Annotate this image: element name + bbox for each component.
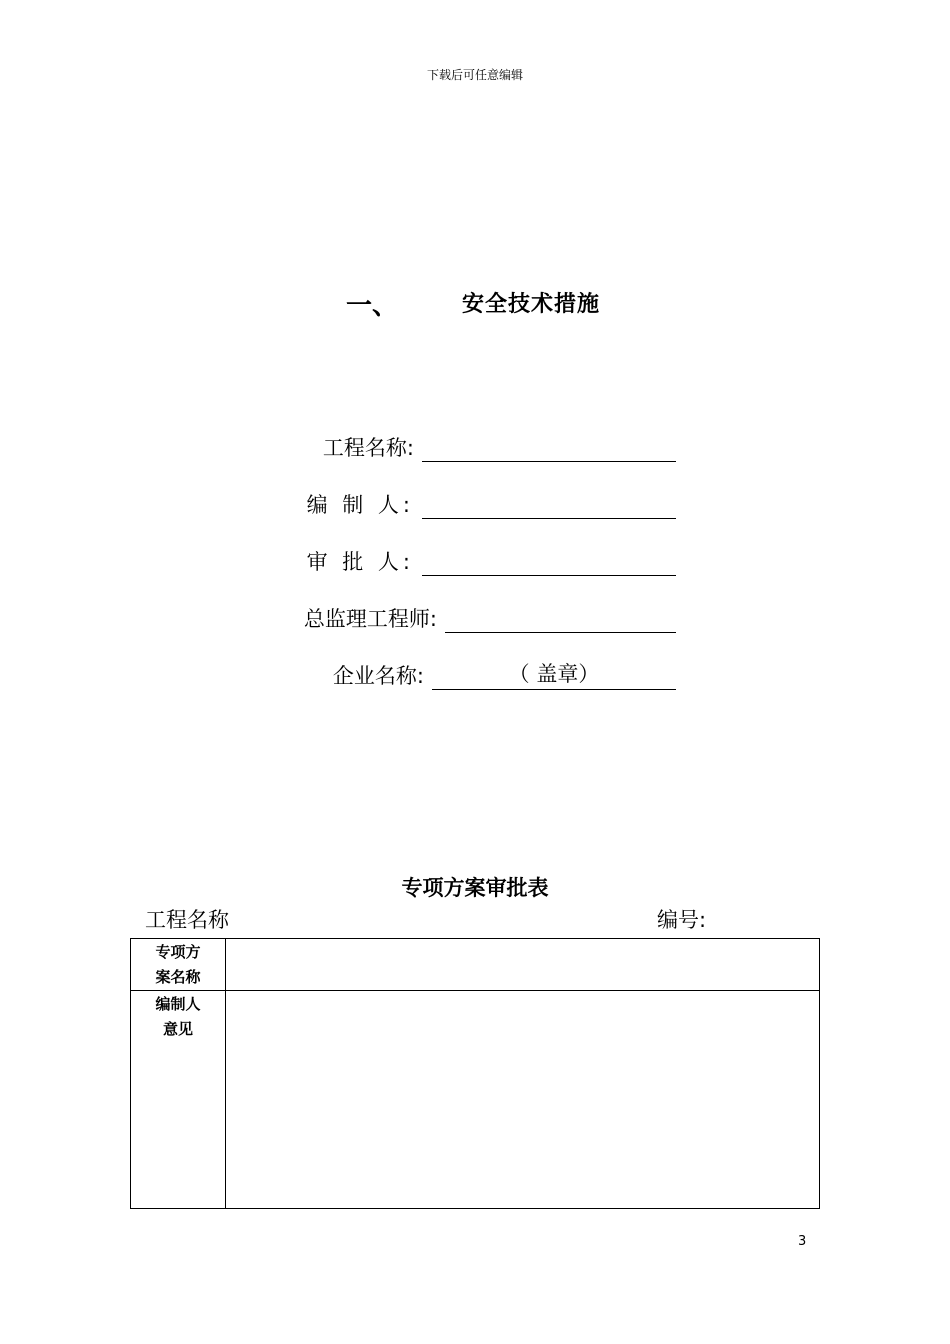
section-title-text: 安全技术措施 [462,292,601,317]
field-project-name [322,432,676,462]
company-seal-note: （ 盖章） [508,662,600,686]
field-compiler [306,489,676,519]
field-approver [306,546,676,576]
page-header: 下载后可任意编辑 [426,68,523,82]
field-company-name [332,660,676,690]
row-header [131,939,226,991]
row-header-line: 案名称 [155,968,201,986]
field-label: 工程名称: [322,436,414,460]
row-header [131,991,226,1209]
table-row [131,991,820,1209]
field-label: 总监理工程师: [303,607,437,631]
blank-line [422,575,676,576]
field-chief-supervisor [303,603,676,633]
row-content [226,991,820,1209]
section-number: 一、 [346,291,399,321]
blank-line [422,461,676,462]
field-label: 审 批 人: [306,550,414,574]
section-title [0,287,950,321]
approval-form-title: 专项方案审批表 [401,876,549,900]
page-number: 3 [798,1234,807,1249]
number-label: 编号: [657,908,707,932]
row-header-line: 意见 [162,1020,193,1038]
blank-line [422,518,676,519]
blank-line [432,689,676,690]
approval-table [130,938,820,1209]
field-label: 编 制 人: [306,493,414,517]
row-header-line: 专项方 [155,943,201,961]
blank-line [445,632,676,633]
row-header-line: 编制人 [155,995,201,1013]
row-content [226,939,820,991]
project-name-label: 工程名称 [145,908,229,932]
table-row [131,939,820,991]
field-label: 企业名称: [332,664,424,688]
